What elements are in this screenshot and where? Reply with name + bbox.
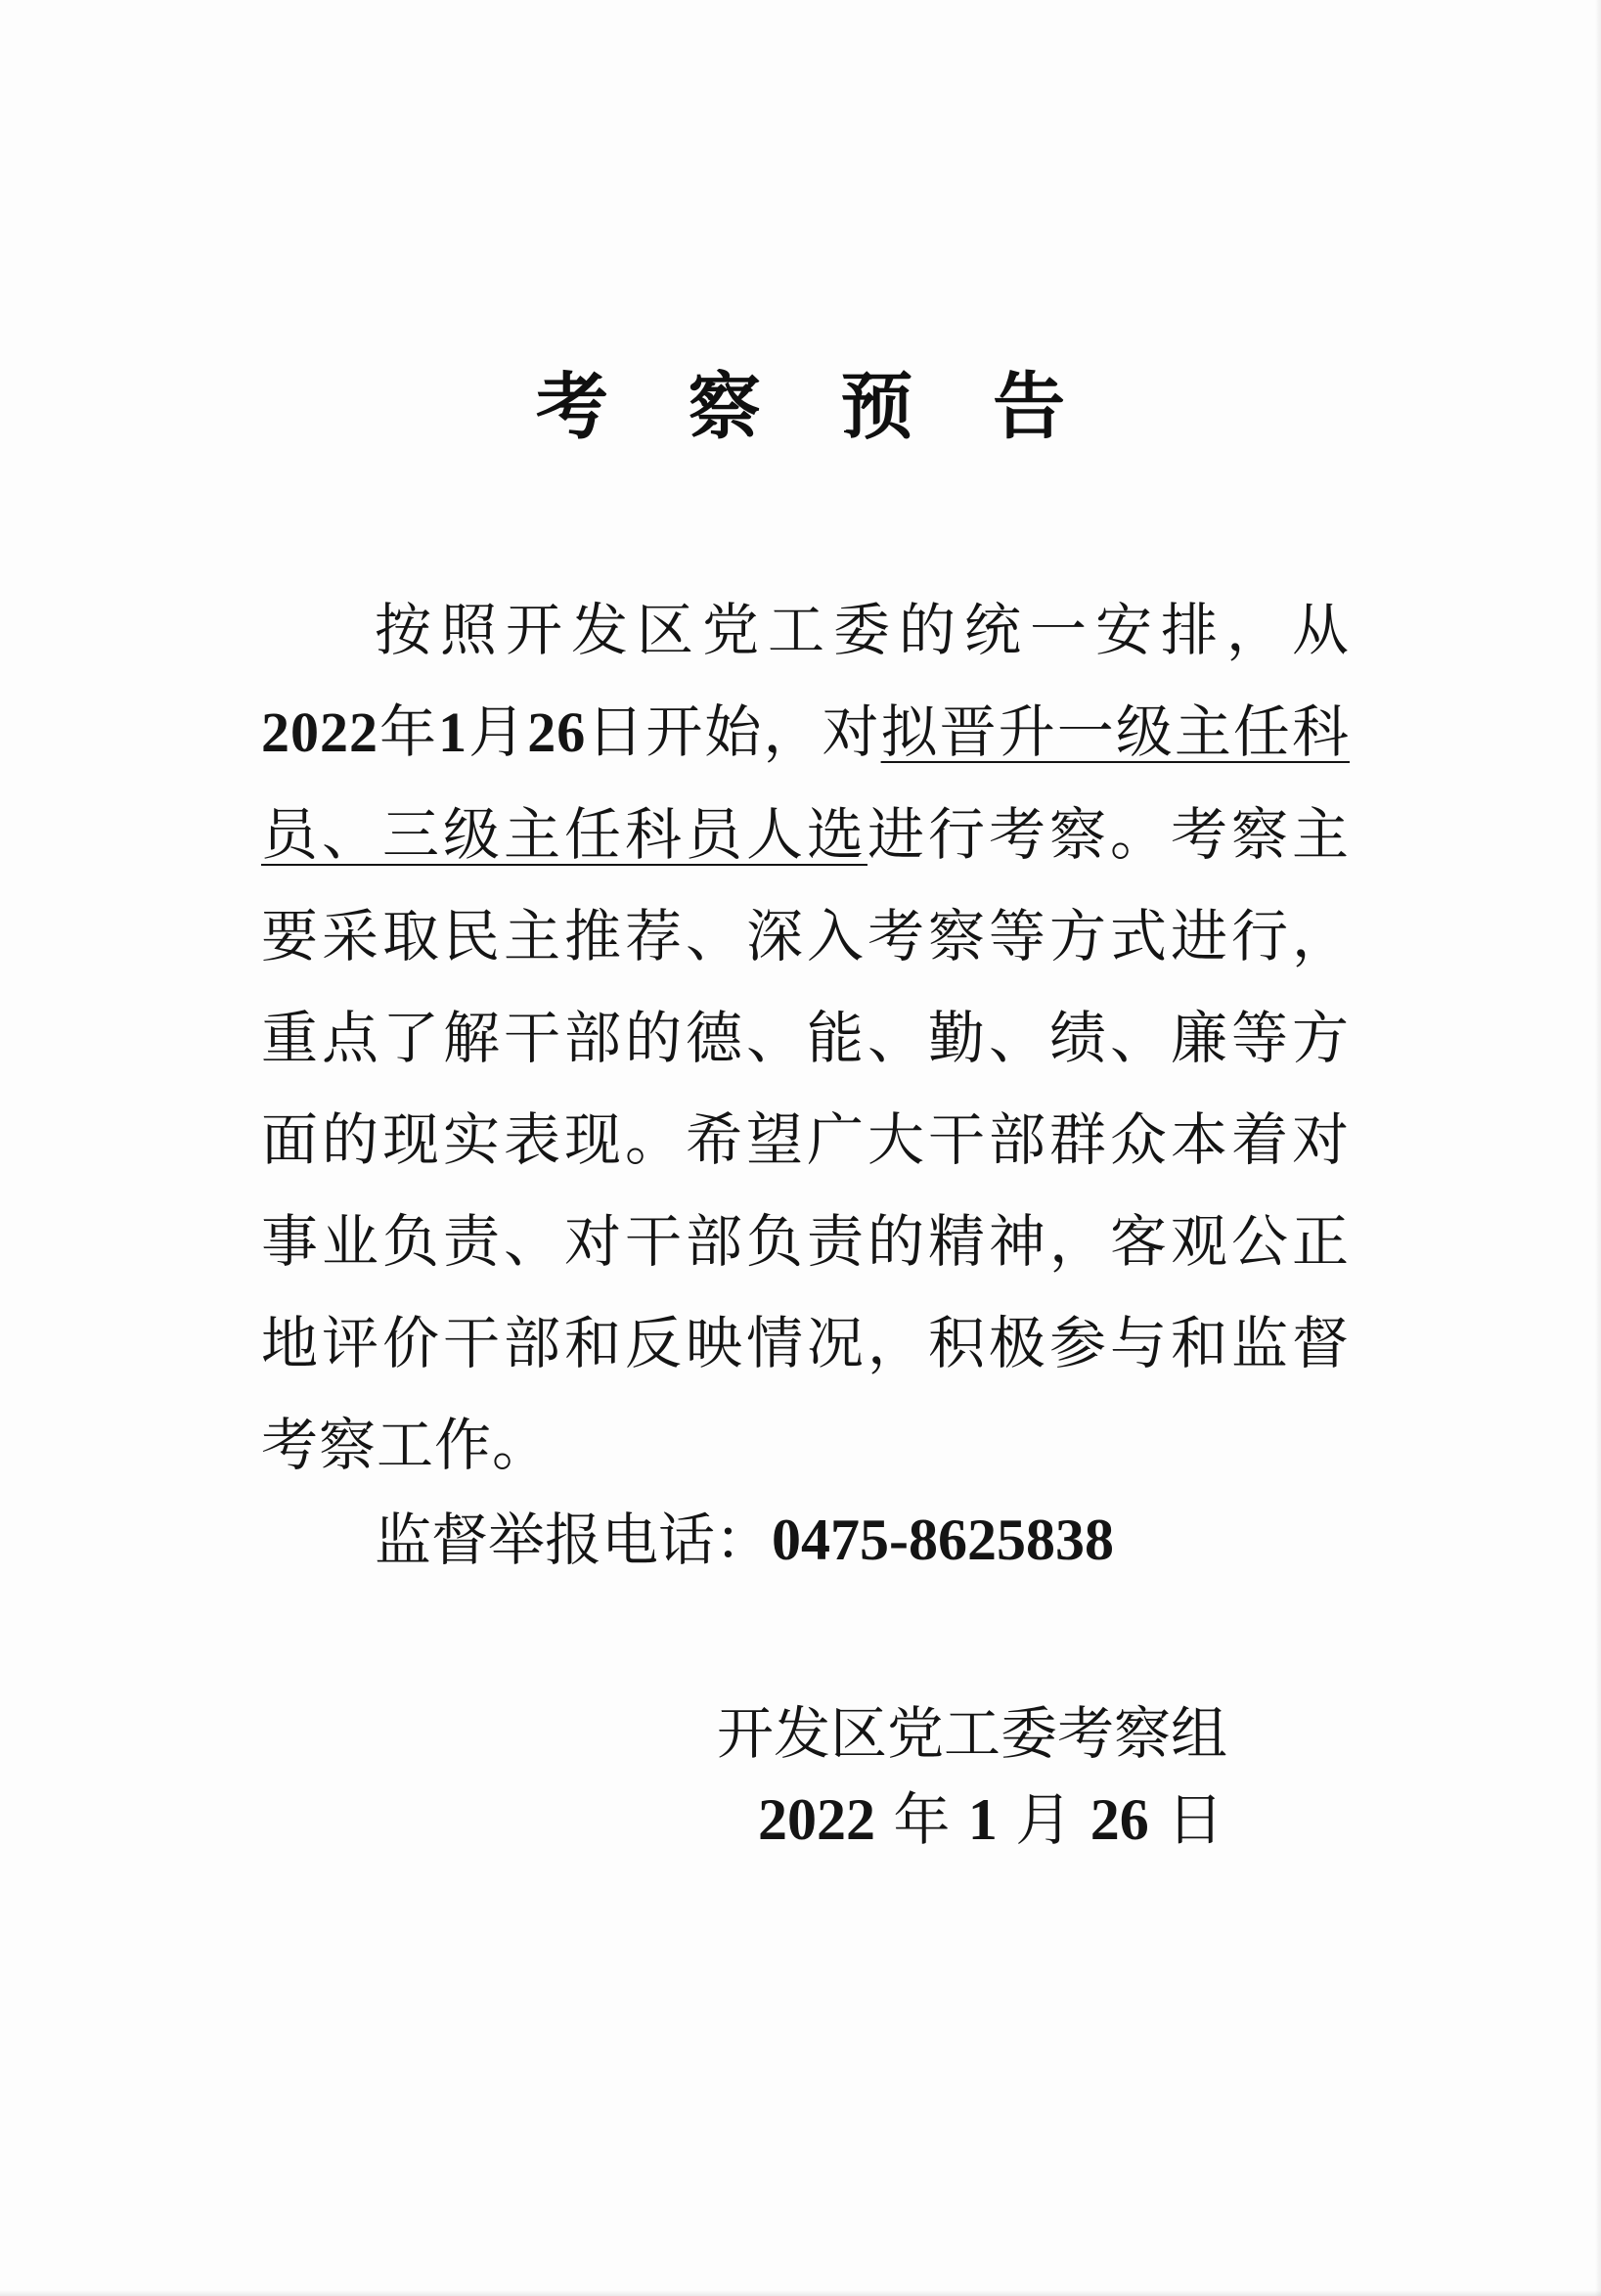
body-year: 2022 bbox=[261, 700, 378, 764]
signature-organization: 开发区党工委考察组 bbox=[717, 1700, 1228, 1767]
body-month: 1 bbox=[438, 700, 468, 764]
signature-month: 1 bbox=[967, 1787, 998, 1852]
signature-day-unit: 日 bbox=[1148, 1786, 1224, 1853]
signature-year: 2022 bbox=[758, 1787, 875, 1852]
body-text-part: 年 bbox=[378, 698, 439, 765]
signature-month-unit: 月 bbox=[997, 1786, 1090, 1853]
body-text-part: 按照开发区党工委的统一安排，从 bbox=[375, 597, 1350, 663]
signature-year-unit: 年 bbox=[875, 1786, 968, 1853]
hotline-label: 监督举报电话： bbox=[375, 1507, 773, 1573]
body-text-part: 日开始，对 bbox=[586, 698, 881, 765]
report-hotline bbox=[375, 1489, 1114, 1591]
body-day: 26 bbox=[527, 700, 587, 764]
document-title: 考 察 预 告 bbox=[535, 365, 1093, 449]
body-text-part: 进行考察。考察主要采取民主推荐、深入考察等方式进行，重点了解干部的德、能、勤、绩、廉等方面的现实表现。希望广大干部群众本着对事业负责、对干部负责的精神，客观公正地评价干部和反映情况，积极参与和监督考察工作。 bbox=[261, 801, 1350, 1478]
signature-date bbox=[758, 1769, 1223, 1870]
body-text-part: 月 bbox=[467, 698, 528, 765]
body-paragraph bbox=[261, 579, 1350, 1496]
scan-bottom-shadow bbox=[0, 2290, 1601, 2296]
signature-day: 26 bbox=[1090, 1787, 1149, 1852]
underlined-candidates: 拟晋升一级主任科员、三级主任科员人选 bbox=[261, 698, 1350, 868]
scan-edge-shadow bbox=[1595, 0, 1601, 2296]
hotline-phone: 0475-8625838 bbox=[772, 1508, 1114, 1572]
